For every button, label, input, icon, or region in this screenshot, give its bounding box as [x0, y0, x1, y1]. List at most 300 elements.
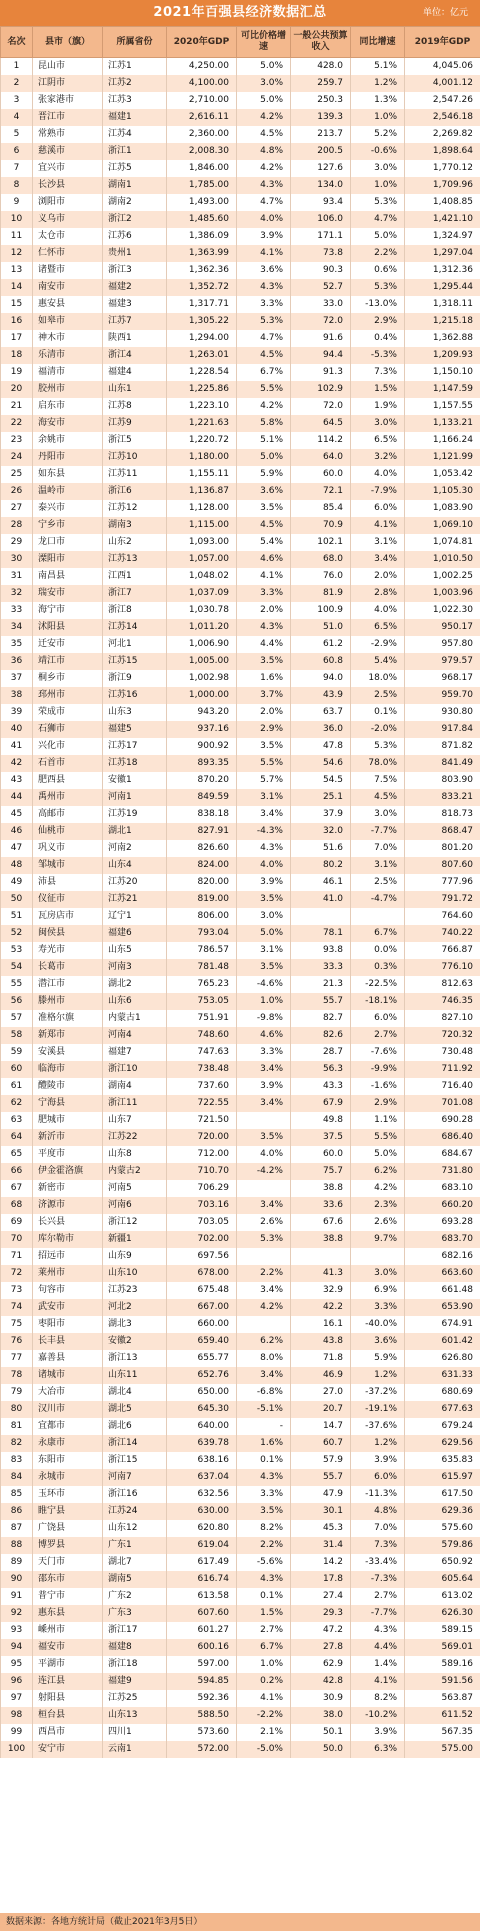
cell-gdp-2019: 660.20 — [405, 1197, 480, 1214]
cell-growth-rate: 6.7% — [237, 364, 291, 381]
cell-county: 常熟市 — [33, 126, 103, 143]
cell-county: 海宁市 — [33, 602, 103, 619]
cell-revenue-growth: 8.2% — [351, 1690, 405, 1707]
cell-county: 温岭市 — [33, 483, 103, 500]
column-header-province: 所属省份 — [103, 27, 167, 58]
cell-province: 江苏16 — [103, 687, 167, 704]
cell-budget-revenue: 81.9 — [291, 585, 351, 602]
table-row — [1, 1435, 480, 1452]
cell-gdp-2019: 680.69 — [405, 1384, 480, 1401]
cell-revenue-growth: 2.5% — [351, 687, 405, 704]
cell-revenue-growth: 5.5% — [351, 1129, 405, 1146]
cell-gdp-2019: 613.02 — [405, 1588, 480, 1605]
cell-gdp-2019: 1,709.96 — [405, 177, 480, 194]
cell-rank: 9 — [1, 194, 33, 211]
cell-gdp-2020: 819.00 — [167, 891, 237, 908]
cell-gdp-2019: 674.91 — [405, 1316, 480, 1333]
cell-budget-revenue: 82.7 — [291, 1010, 351, 1027]
cell-growth-rate: 1.6% — [237, 670, 291, 687]
cell-growth-rate: 4.3% — [237, 177, 291, 194]
table-row — [1, 1112, 480, 1129]
table-row — [1, 143, 480, 160]
cell-county: 永城市 — [33, 1469, 103, 1486]
cell-province: 浙江1 — [103, 143, 167, 160]
cell-gdp-2020: 1,846.00 — [167, 160, 237, 177]
cell-rank: 89 — [1, 1554, 33, 1571]
cell-gdp-2019: 629.36 — [405, 1503, 480, 1520]
cell-province: 江西1 — [103, 568, 167, 585]
cell-province: 江苏22 — [103, 1129, 167, 1146]
cell-revenue-growth: 5.3% — [351, 738, 405, 755]
cell-gdp-2019: 626.80 — [405, 1350, 480, 1367]
table-row — [1, 585, 480, 602]
cell-gdp-2020: 2,008.30 — [167, 143, 237, 160]
cell-gdp-2019: 591.56 — [405, 1673, 480, 1690]
cell-county: 天门市 — [33, 1554, 103, 1571]
cell-revenue-growth: 4.4% — [351, 1639, 405, 1656]
cell-county: 仪征市 — [33, 891, 103, 908]
cell-rank: 74 — [1, 1299, 33, 1316]
cell-province: 浙江9 — [103, 670, 167, 687]
cell-growth-rate: -5.0% — [237, 1741, 291, 1758]
cell-revenue-growth: 3.0% — [351, 1265, 405, 1282]
page-title: 2021年百强县经济数据汇总 — [153, 5, 327, 20]
cell-budget-revenue: 31.4 — [291, 1537, 351, 1554]
cell-growth-rate — [237, 1180, 291, 1197]
cell-budget-revenue: 102.1 — [291, 534, 351, 551]
cell-revenue-growth: 7.5% — [351, 772, 405, 789]
cell-gdp-2020: 712.00 — [167, 1146, 237, 1163]
cell-budget-revenue: 47.8 — [291, 738, 351, 755]
cell-budget-revenue: 29.3 — [291, 1605, 351, 1622]
cell-gdp-2020: 1,223.10 — [167, 398, 237, 415]
cell-county: 库尔勒市 — [33, 1231, 103, 1248]
cell-gdp-2020: 573.60 — [167, 1724, 237, 1741]
cell-county: 昆山市 — [33, 58, 103, 76]
table-row — [1, 296, 480, 313]
cell-province: 安徽1 — [103, 772, 167, 789]
cell-province: 浙江18 — [103, 1656, 167, 1673]
cell-growth-rate: 0.1% — [237, 1588, 291, 1605]
cell-revenue-growth: 5.3% — [351, 279, 405, 296]
table-row — [1, 857, 480, 874]
cell-rank: 48 — [1, 857, 33, 874]
cell-county: 石首市 — [33, 755, 103, 772]
cell-growth-rate: 3.4% — [237, 1095, 291, 1112]
cell-gdp-2019: 2,547.26 — [405, 92, 480, 109]
cell-gdp-2019: 684.67 — [405, 1146, 480, 1163]
cell-budget-revenue: 17.8 — [291, 1571, 351, 1588]
cell-growth-rate: 4.2% — [237, 160, 291, 177]
cell-gdp-2019: 764.60 — [405, 908, 480, 925]
cell-province: 江苏7 — [103, 313, 167, 330]
cell-province: 江苏15 — [103, 653, 167, 670]
cell-revenue-growth: 5.2% — [351, 126, 405, 143]
cell-gdp-2019: 766.87 — [405, 942, 480, 959]
cell-province: 广东3 — [103, 1605, 167, 1622]
cell-revenue-growth: 6.9% — [351, 1282, 405, 1299]
cell-gdp-2020: 675.48 — [167, 1282, 237, 1299]
cell-rank: 27 — [1, 500, 33, 517]
table-row — [1, 1180, 480, 1197]
cell-gdp-2020: 617.49 — [167, 1554, 237, 1571]
cell-county: 大冶市 — [33, 1384, 103, 1401]
cell-growth-rate: 3.4% — [237, 1367, 291, 1384]
cell-rank: 77 — [1, 1350, 33, 1367]
cell-gdp-2019: 776.10 — [405, 959, 480, 976]
cell-province: 江苏8 — [103, 398, 167, 415]
table-row — [1, 483, 480, 500]
table-row — [1, 1554, 480, 1571]
table-row — [1, 466, 480, 483]
cell-county: 长兴县 — [33, 1214, 103, 1231]
cell-growth-rate: 2.2% — [237, 1537, 291, 1554]
cell-revenue-growth: -0.6% — [351, 143, 405, 160]
cell-revenue-growth: 0.3% — [351, 959, 405, 976]
cell-rank: 70 — [1, 1231, 33, 1248]
cell-county: 枣阳市 — [33, 1316, 103, 1333]
cell-growth-rate: 3.6% — [237, 262, 291, 279]
cell-rank: 43 — [1, 772, 33, 789]
table-row — [1, 449, 480, 466]
cell-county: 临海市 — [33, 1061, 103, 1078]
cell-revenue-growth: -7.7% — [351, 1605, 405, 1622]
cell-growth-rate: 4.5% — [237, 347, 291, 364]
table-row — [1, 976, 480, 993]
cell-gdp-2020: 620.80 — [167, 1520, 237, 1537]
cell-budget-revenue: 33.3 — [291, 959, 351, 976]
cell-province: 新疆1 — [103, 1231, 167, 1248]
cell-rank: 84 — [1, 1469, 33, 1486]
cell-province: 内蒙古2 — [103, 1163, 167, 1180]
cell-county: 新郑市 — [33, 1027, 103, 1044]
cell-province: 江苏12 — [103, 500, 167, 517]
cell-county: 如皋市 — [33, 313, 103, 330]
cell-budget-revenue: 127.6 — [291, 160, 351, 177]
cell-revenue-growth: 3.0% — [351, 806, 405, 823]
cell-revenue-growth: 6.3% — [351, 1741, 405, 1758]
cell-budget-revenue: 38.0 — [291, 1707, 351, 1724]
cell-county: 伊金霍洛旗 — [33, 1163, 103, 1180]
cell-budget-revenue: 43.8 — [291, 1333, 351, 1350]
cell-growth-rate: 6.7% — [237, 1639, 291, 1656]
cell-county: 诸城市 — [33, 1367, 103, 1384]
cell-budget-revenue: 20.7 — [291, 1401, 351, 1418]
table-row — [1, 1452, 480, 1469]
cell-province: 河南4 — [103, 1027, 167, 1044]
cell-province: 福建5 — [103, 721, 167, 738]
cell-rank: 35 — [1, 636, 33, 653]
cell-province: 河南2 — [103, 840, 167, 857]
cell-rank: 24 — [1, 449, 33, 466]
cell-growth-rate: 1.5% — [237, 1605, 291, 1622]
cell-gdp-2020: 660.00 — [167, 1316, 237, 1333]
cell-gdp-2020: 630.00 — [167, 1503, 237, 1520]
cell-growth-rate: 4.6% — [237, 551, 291, 568]
table-row — [1, 279, 480, 296]
cell-budget-revenue: 38.8 — [291, 1180, 351, 1197]
cell-growth-rate: 4.5% — [237, 517, 291, 534]
cell-province: 河北1 — [103, 636, 167, 653]
cell-gdp-2020: 793.04 — [167, 925, 237, 942]
footer — [0, 1913, 480, 1931]
cell-growth-rate: 5.3% — [237, 313, 291, 330]
cell-province: 贵州1 — [103, 245, 167, 262]
cell-growth-rate: 6.2% — [237, 1333, 291, 1350]
cell-gdp-2020: 738.48 — [167, 1061, 237, 1078]
table-row — [1, 1214, 480, 1231]
cell-revenue-growth: -7.6% — [351, 1044, 405, 1061]
cell-gdp-2020: 781.48 — [167, 959, 237, 976]
cell-rank: 65 — [1, 1146, 33, 1163]
cell-growth-rate: 3.3% — [237, 296, 291, 313]
cell-growth-rate: 5.5% — [237, 381, 291, 398]
cell-budget-revenue: 61.2 — [291, 636, 351, 653]
cell-county: 瑞安市 — [33, 585, 103, 602]
cell-gdp-2020: 703.05 — [167, 1214, 237, 1231]
cell-county: 准格尔旗 — [33, 1010, 103, 1027]
column-header-county: 县市（旗） — [33, 27, 103, 58]
cell-rank: 19 — [1, 364, 33, 381]
cell-province: 山东6 — [103, 993, 167, 1010]
data-source-note: 数据来源：各地方统计局（截止2021年3月5日） — [6, 1917, 203, 1927]
cell-gdp-2019: 1,105.30 — [405, 483, 480, 500]
cell-growth-rate: 3.4% — [237, 806, 291, 823]
cell-gdp-2020: 786.57 — [167, 942, 237, 959]
cell-gdp-2019: 1,362.88 — [405, 330, 480, 347]
cell-revenue-growth: 5.4% — [351, 653, 405, 670]
cell-county: 平度市 — [33, 1146, 103, 1163]
cell-county: 张家港市 — [33, 92, 103, 109]
table-row — [1, 313, 480, 330]
cell-growth-rate: 4.4% — [237, 636, 291, 653]
cell-budget-revenue: 71.8 — [291, 1350, 351, 1367]
cell-growth-rate: 3.4% — [237, 1197, 291, 1214]
cell-gdp-2020: 893.35 — [167, 755, 237, 772]
cell-revenue-growth: 4.7% — [351, 211, 405, 228]
cell-rank: 28 — [1, 517, 33, 534]
cell-county: 邳州市 — [33, 687, 103, 704]
cell-revenue-growth: -11.3% — [351, 1486, 405, 1503]
cell-rank: 53 — [1, 942, 33, 959]
cell-gdp-2019: 2,269.82 — [405, 126, 480, 143]
cell-gdp-2019: 1,209.93 — [405, 347, 480, 364]
cell-rank: 21 — [1, 398, 33, 415]
cell-revenue-growth: 3.0% — [351, 160, 405, 177]
cell-gdp-2019: 650.92 — [405, 1554, 480, 1571]
cell-revenue-growth: 2.2% — [351, 245, 405, 262]
cell-gdp-2019: 917.84 — [405, 721, 480, 738]
cell-province: 山东3 — [103, 704, 167, 721]
cell-growth-rate: 4.8% — [237, 143, 291, 160]
cell-gdp-2019: 626.30 — [405, 1605, 480, 1622]
table-row — [1, 1078, 480, 1095]
cell-gdp-2020: 2,616.11 — [167, 109, 237, 126]
cell-gdp-2019: 1,150.10 — [405, 364, 480, 381]
cell-county: 连江县 — [33, 1673, 103, 1690]
cell-gdp-2019: 4,001.12 — [405, 75, 480, 92]
cell-gdp-2019: 575.00 — [405, 1741, 480, 1758]
cell-gdp-2019: 2,546.18 — [405, 109, 480, 126]
cell-growth-rate: 4.0% — [237, 1146, 291, 1163]
cell-gdp-2020: 1,485.60 — [167, 211, 237, 228]
cell-county: 仁怀市 — [33, 245, 103, 262]
cell-province: 江苏18 — [103, 755, 167, 772]
cell-budget-revenue: 51.6 — [291, 840, 351, 857]
cell-gdp-2020: 747.63 — [167, 1044, 237, 1061]
cell-gdp-2019: 1,324.97 — [405, 228, 480, 245]
table-row — [1, 75, 480, 92]
cell-revenue-growth: -19.1% — [351, 1401, 405, 1418]
cell-gdp-2020: 703.16 — [167, 1197, 237, 1214]
cell-rank: 16 — [1, 313, 33, 330]
cell-gdp-2019: 1,010.50 — [405, 551, 480, 568]
cell-growth-rate: 4.2% — [237, 109, 291, 126]
table-row — [1, 1197, 480, 1214]
cell-revenue-growth: 4.1% — [351, 517, 405, 534]
cell-gdp-2020: 639.78 — [167, 1435, 237, 1452]
table-row — [1, 1367, 480, 1384]
cell-growth-rate: 3.9% — [237, 228, 291, 245]
cell-county: 龙口市 — [33, 534, 103, 551]
cell-revenue-growth: 7.0% — [351, 840, 405, 857]
cell-budget-revenue: 30.9 — [291, 1690, 351, 1707]
cell-gdp-2019: 1,121.99 — [405, 449, 480, 466]
cell-budget-revenue: 45.3 — [291, 1520, 351, 1537]
table-row — [1, 925, 480, 942]
cell-revenue-growth — [351, 908, 405, 925]
cell-growth-rate: 2.6% — [237, 1214, 291, 1231]
cell-province: 湖南5 — [103, 1571, 167, 1588]
cell-revenue-growth: 3.0% — [351, 415, 405, 432]
table-row — [1, 755, 480, 772]
column-header-gdp-2019: 2019年GDP — [405, 27, 480, 58]
table-row — [1, 704, 480, 721]
cell-growth-rate: -5.6% — [237, 1554, 291, 1571]
cell-rank: 1 — [1, 58, 33, 76]
cell-province: 福建8 — [103, 1639, 167, 1656]
cell-rank: 75 — [1, 1316, 33, 1333]
cell-gdp-2019: 968.17 — [405, 670, 480, 687]
cell-gdp-2019: 1,898.64 — [405, 143, 480, 160]
table-header-row — [1, 27, 480, 58]
cell-rank: 81 — [1, 1418, 33, 1435]
cell-rank: 80 — [1, 1401, 33, 1418]
cell-county: 靖江市 — [33, 653, 103, 670]
cell-growth-rate: 5.8% — [237, 415, 291, 432]
cell-county: 莱州市 — [33, 1265, 103, 1282]
cell-budget-revenue: 27.4 — [291, 1588, 351, 1605]
cell-rank: 79 — [1, 1384, 33, 1401]
cell-rank: 67 — [1, 1180, 33, 1197]
cell-gdp-2020: 1,493.00 — [167, 194, 237, 211]
cell-province: 江苏10 — [103, 449, 167, 466]
cell-gdp-2020: 1,180.00 — [167, 449, 237, 466]
cell-gdp-2019: 1,297.04 — [405, 245, 480, 262]
cell-rank: 4 — [1, 109, 33, 126]
cell-revenue-growth: 1.4% — [351, 1656, 405, 1673]
cell-budget-revenue: 32.0 — [291, 823, 351, 840]
cell-revenue-growth: 5.1% — [351, 58, 405, 76]
cell-revenue-growth: 1.1% — [351, 1112, 405, 1129]
cell-county: 安溪县 — [33, 1044, 103, 1061]
cell-province: 浙江7 — [103, 585, 167, 602]
cell-budget-revenue: 60.7 — [291, 1435, 351, 1452]
table-row — [1, 1418, 480, 1435]
cell-county: 泰兴市 — [33, 500, 103, 517]
cell-gdp-2019: 1,053.42 — [405, 466, 480, 483]
cell-rank: 72 — [1, 1265, 33, 1282]
cell-rank: 71 — [1, 1248, 33, 1265]
cell-revenue-growth: 3.1% — [351, 857, 405, 874]
cell-gdp-2019: 569.01 — [405, 1639, 480, 1656]
table-row — [1, 517, 480, 534]
table-row — [1, 126, 480, 143]
cell-budget-revenue: 78.1 — [291, 925, 351, 942]
cell-province: 江苏9 — [103, 415, 167, 432]
cell-gdp-2019: 589.15 — [405, 1622, 480, 1639]
cell-county: 晋江市 — [33, 109, 103, 126]
cell-rank: 62 — [1, 1095, 33, 1112]
cell-revenue-growth: 0.4% — [351, 330, 405, 347]
cell-province: 山东9 — [103, 1248, 167, 1265]
cell-revenue-growth: -7.9% — [351, 483, 405, 500]
cell-gdp-2020: 572.00 — [167, 1741, 237, 1758]
cell-county: 长丰县 — [33, 1333, 103, 1350]
cell-rank: 92 — [1, 1605, 33, 1622]
cell-revenue-growth: 5.3% — [351, 194, 405, 211]
cell-rank: 78 — [1, 1367, 33, 1384]
cell-gdp-2019: 841.49 — [405, 755, 480, 772]
cell-county: 石狮市 — [33, 721, 103, 738]
cell-province: 福建1 — [103, 109, 167, 126]
cell-budget-revenue: 73.8 — [291, 245, 351, 262]
cell-province: 江苏23 — [103, 1282, 167, 1299]
cell-province: 江苏25 — [103, 1690, 167, 1707]
cell-gdp-2020: 1,005.00 — [167, 653, 237, 670]
cell-gdp-2019: 791.72 — [405, 891, 480, 908]
cell-province: 云南1 — [103, 1741, 167, 1758]
cell-province: 浙江4 — [103, 347, 167, 364]
cell-rank: 12 — [1, 245, 33, 262]
cell-budget-revenue: 200.5 — [291, 143, 351, 160]
cell-revenue-growth: 6.0% — [351, 1469, 405, 1486]
cell-gdp-2019: 635.83 — [405, 1452, 480, 1469]
cell-budget-revenue: 57.9 — [291, 1452, 351, 1469]
cell-gdp-2020: 1,221.63 — [167, 415, 237, 432]
cell-gdp-2020: 1,352.72 — [167, 279, 237, 296]
cell-rank: 7 — [1, 160, 33, 177]
cell-county: 肥城市 — [33, 1112, 103, 1129]
cell-growth-rate: 3.3% — [237, 585, 291, 602]
cell-gdp-2020: 1,057.00 — [167, 551, 237, 568]
cell-gdp-2019: 701.08 — [405, 1095, 480, 1112]
cell-province: 河北2 — [103, 1299, 167, 1316]
cell-province: 江苏24 — [103, 1503, 167, 1520]
cell-budget-revenue: 250.3 — [291, 92, 351, 109]
table-row — [1, 1571, 480, 1588]
cell-gdp-2020: 870.20 — [167, 772, 237, 789]
cell-budget-revenue: 38.8 — [291, 1231, 351, 1248]
cell-budget-revenue: 60.8 — [291, 653, 351, 670]
cell-revenue-growth: 7.0% — [351, 1520, 405, 1537]
cell-growth-rate: 3.1% — [237, 789, 291, 806]
column-header-budget-revenue: 一般公共预算收入 — [291, 27, 351, 58]
cell-growth-rate — [237, 1316, 291, 1333]
cell-rank: 56 — [1, 993, 33, 1010]
cell-rank: 93 — [1, 1622, 33, 1639]
cell-budget-revenue: 43.3 — [291, 1078, 351, 1095]
